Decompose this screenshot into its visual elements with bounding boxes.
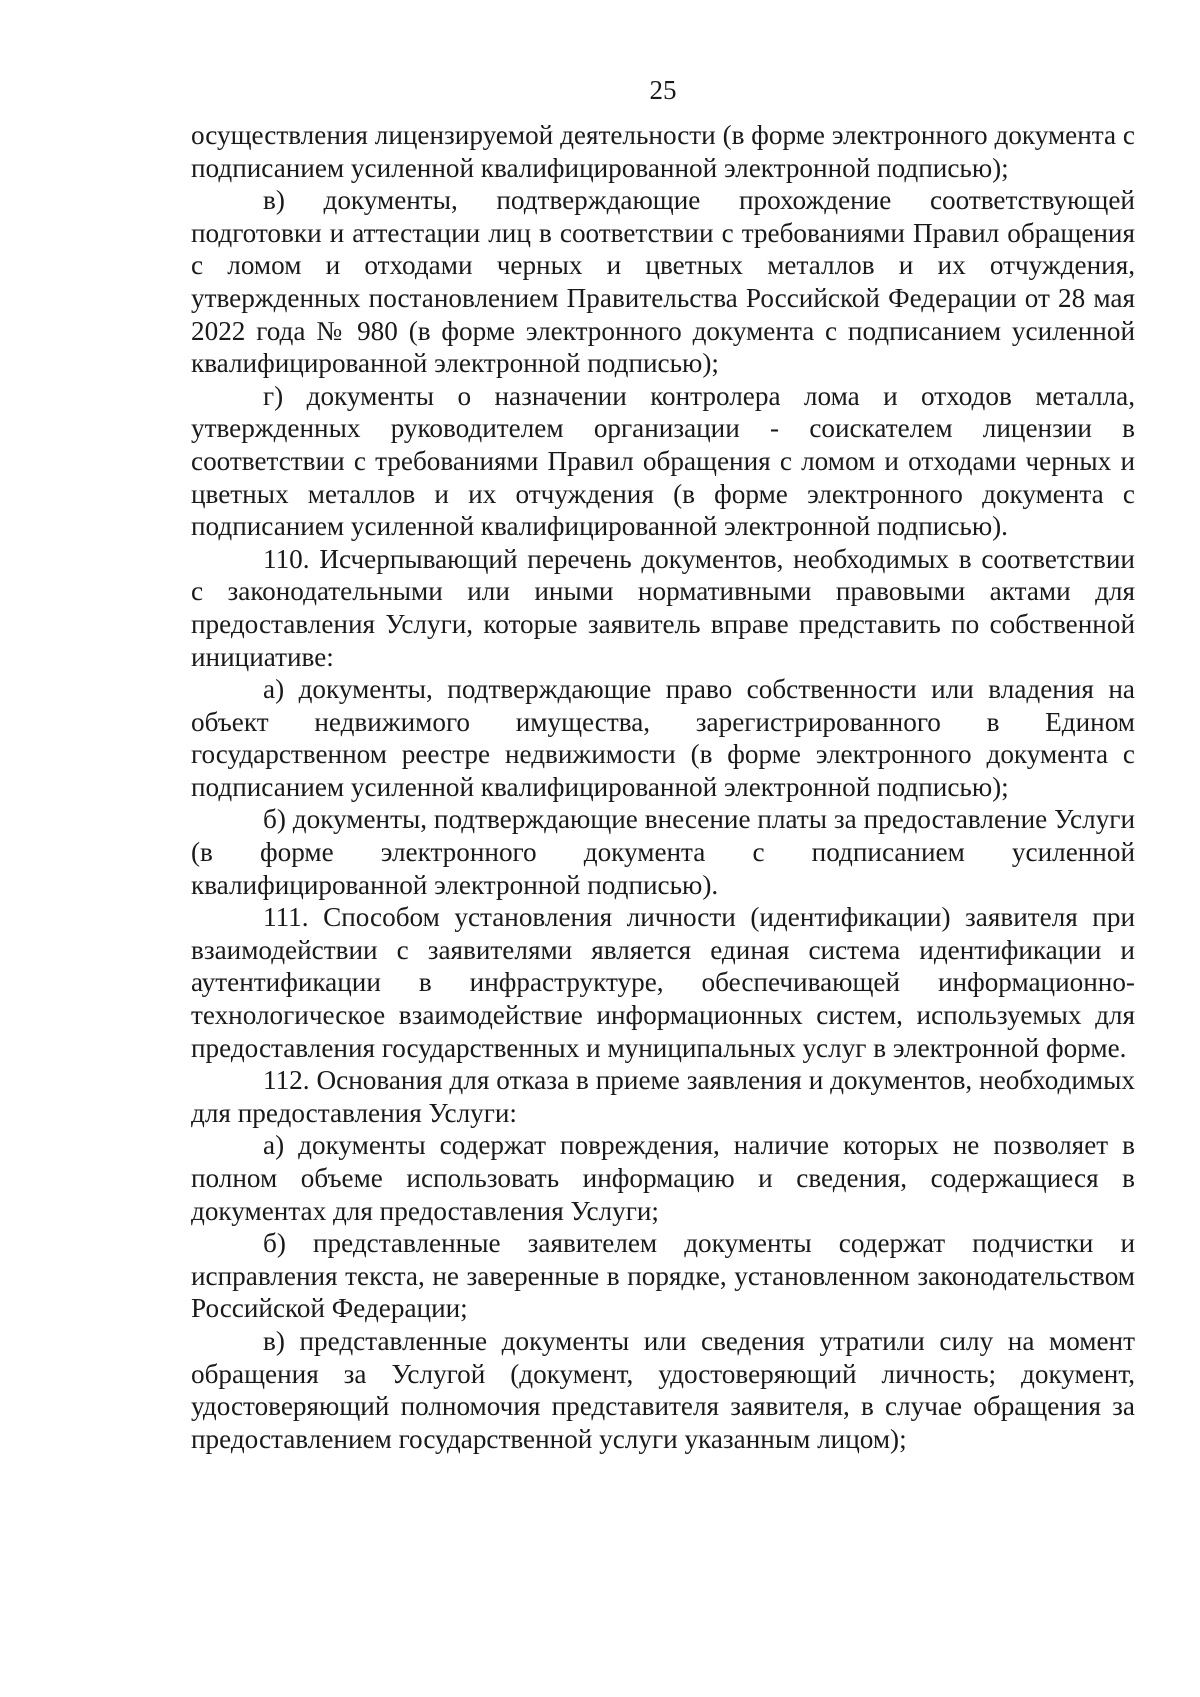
- paragraph-110: 110. Исчерпывающий перечень документов, необходимых в соответствии с законодательными или иными нормативными правовыми актами для предоставления Услуги, которые заявитель вправе представить по собственной инициативе:: [191, 543, 1135, 672]
- paragraph-continuation: осуществления лицензируемой деятельности (в форме электронного документа с подписанием усиленной квалифицированной электронной подписью);: [191, 120, 1135, 183]
- paragraph-110-item-a: а) документы, подтверждающие право собственности или владения на объект недвижимого имущества, зарегистрированного в Едином государственном реестре недвижимости (в форме электронного документа с подписанием усиленной квалифицированной электронной подписью);: [191, 674, 1135, 802]
- paragraph-112-item-b: б) представленные заявителем документы содержат подчистки и исправления текста, не заверенные в порядке, установленном законодательством Российской Федерации;: [191, 1228, 1135, 1324]
- paragraph-111: 111. Способом установления личности (идентификации) заявителя при взаимодействии с заявителями является единая система идентификации и аутентификации в инфраструктуре, обеспечивающей информационно-технологическое взаимодействие информационных систем, используемых для предоставления государственных и муниципальных услуг в электронной форме.: [191, 902, 1135, 1063]
- paragraph-112-item-v: в) представленные документы или сведения утратили силу на момент обращения за Услугой (документ, удостоверяющий личность; документ, удостоверяющий полномочия представителя заявителя, в случае обращения за предоставлением государственной услуги указанным лицом);: [191, 1325, 1135, 1454]
- paragraph-112: 112. Основания для отказа в приеме заявления и документов, необходимых для предоставления Услуги:: [191, 1065, 1135, 1128]
- paragraph-110-item-b: б) документы, подтверждающие внесение платы за предоставление Услуги (в форме электронного документа с подписанием усиленной квалифицированной электронной подписью).: [191, 804, 1135, 900]
- document-body: [191, 119, 1135, 1455]
- paragraph-item-v: в) документы, подтверждающие прохождение соответствующей подготовки и аттестации лиц в соответствии с требованиями Правил обращения с ломом и отходами черных и цветных металлов и их отчуждения, утвержденных постановлением Правительства Российской Федерации от 28 мая 2022 года № 980 (в форме электронного документа с подписанием усиленной квалифицированной электронной подписью);: [191, 185, 1135, 379]
- paragraph-112-item-a: а) документы содержат повреждения, наличие которых не позволяет в полном объеме использовать информацию и сведения, содержащиеся в документах для предоставления Услуги;: [191, 1130, 1135, 1226]
- page-number: 25: [649, 75, 677, 105]
- paragraph-item-g: г) документы о назначении контролера лома и отходов металла, утвержденных руководителем организации - соискателем лицензии в соответствии с требованиями Правил обращения с ломом и отходами черных и цветных металлов и их отчуждения (в форме электронного документа с подписанием усиленной квалифицированной электронной подписью).: [191, 380, 1135, 542]
